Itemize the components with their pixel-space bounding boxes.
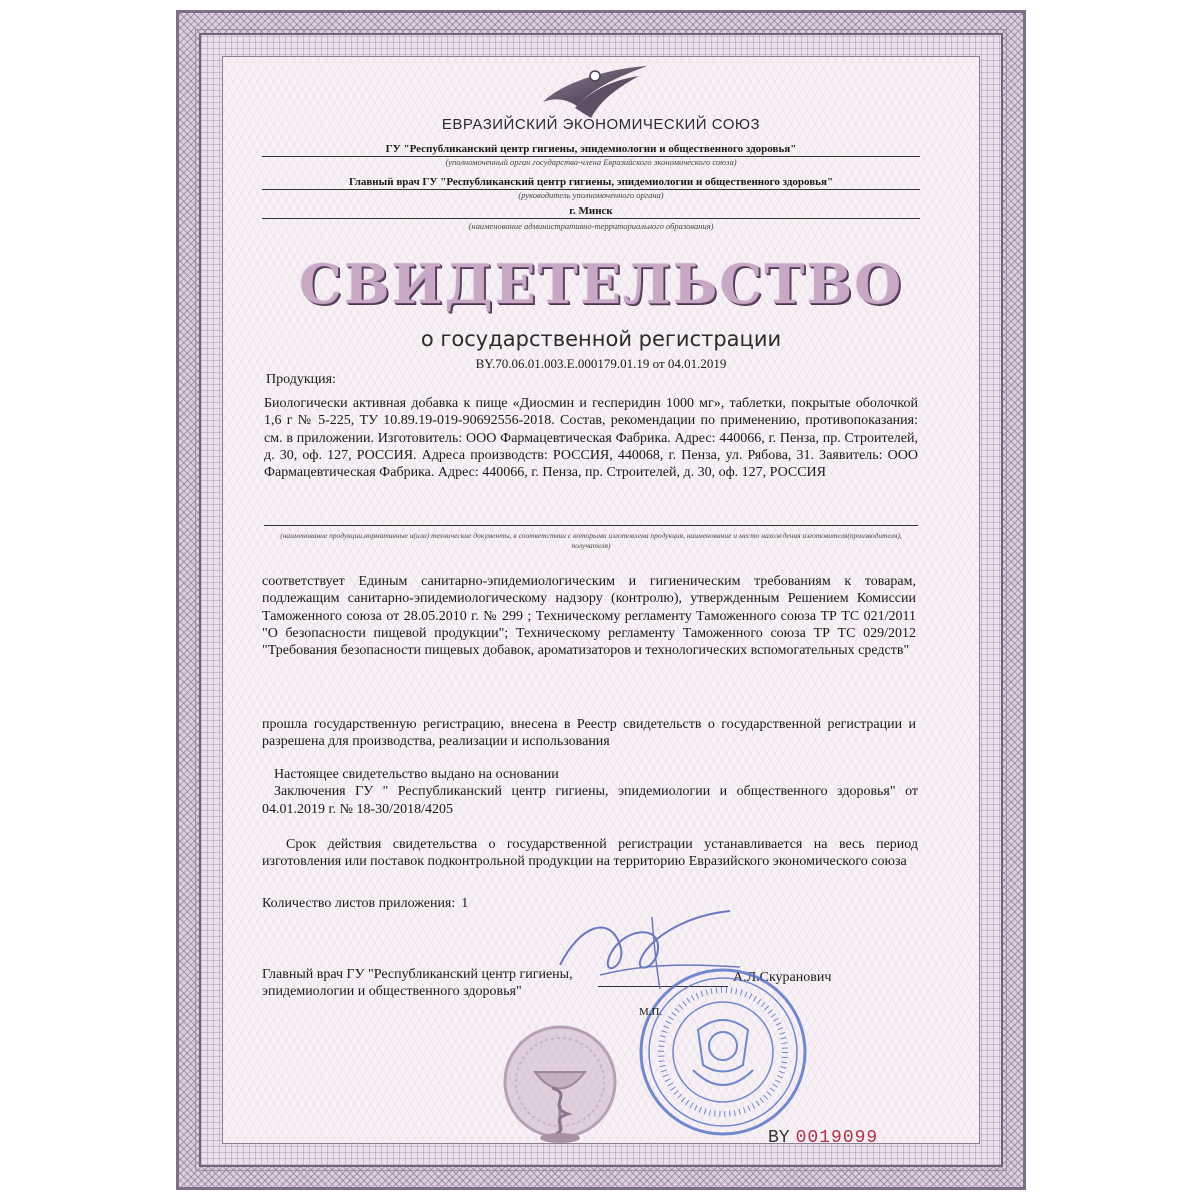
handwritten-signature-icon <box>540 905 750 995</box>
appendix-sheets-label: Количество листов приложения: <box>262 896 456 911</box>
head-caption: (руководитель уполномоченного органа) <box>518 190 664 200</box>
certificate-title: СВИДЕТЕЛЬСТВО <box>298 252 904 316</box>
serial-number <box>768 1128 878 1148</box>
product-description: Биологически активная добавка к пище «Диосмин и гесперидин 1000 мг», таблетки, покрытые оболочкой 1,6 г № 5-225, ТУ 10.89.19-019-90692556-2018. Состав, рекомендации по применению, противопоказания: см. в приложении. Изготовитель: ООО Фармацевтическая Фабрика. Адрес: 440066, г. Пенза, пр. Строителей, д. 30, оф. 127, РОССИЯ. Адреса производств: РОССИЯ, 440068, г. Пенза, ул. Рябова, 31. Заявитель: ООО Фармацевтическая Фабрика. Адрес: 440066, г. Пенза, пр. Строителей, д. 30, оф. 127, РОССИЯ <box>264 396 918 481</box>
signer-position: Главный врач ГУ "Республиканский центр гигиены, эпидемиологии и общественного здоровья" <box>262 967 573 999</box>
appendix-sheets <box>262 896 468 912</box>
certificate-subtitle: о государственной регистрации <box>420 327 782 351</box>
basis-conclusion: Заключения ГУ " Республиканский центр гигиены, эпидемиологии и общественного здоровья" от 04.01.2019 г. № 18-30/2018/4205 <box>262 784 918 817</box>
basis-statement <box>262 766 918 818</box>
embossed-seal-icon <box>500 1010 620 1160</box>
product-label: Продукция: <box>266 372 336 387</box>
authority-caption: (уполномоченный орган государства-члена Евразийского экономического союза) <box>445 157 737 167</box>
stamp-mark-label: М.П. <box>639 1006 663 1018</box>
eaeu-logo-icon <box>535 62 655 122</box>
basis-intro: Настоящее свидетельство выдано на основании <box>274 767 559 782</box>
serial-digits: 0019099 <box>795 1128 879 1148</box>
signer-name: А.Л.Скуранович <box>733 970 832 985</box>
city-field: г. Минск <box>262 205 920 219</box>
product-caption: (наименование продукции,нормативные и(или) технические документы, в соответствии с которыми изготовлена продукция, наименование и место нахождения изготовителя(производителя), получателя) <box>280 531 902 550</box>
union-name: ЕВРАЗИЙСКИЙ ЭКОНОМИЧЕСКИЙ СОЮЗ <box>441 116 761 133</box>
authority-field: ГУ "Республиканский центр гигиены, эпидемиологии и общественного здоровья" <box>262 143 920 157</box>
product-underline <box>264 525 918 526</box>
city-caption: (наименование административно-территориального образования) <box>468 221 714 231</box>
serial-prefix: BY <box>768 1128 790 1148</box>
appendix-sheets-value: 1 <box>461 896 469 911</box>
registration-statement: прошла государственную регистрацию, внесена в Реестр свидетельств о государственной регистрации и разрешена для производства, реализации и использования <box>262 717 916 750</box>
registration-number: BY.70.06.01.003.E.000179.01.19 от 04.01.2019 <box>475 356 727 371</box>
head-field: Главный врач ГУ "Республиканский центр гигиены, эпидемиологии и общественного здоровья" <box>262 176 920 190</box>
validity-statement: Срок действия свидетельства о государственной регистрации устанавливается на весь период изготовления или поставок подконтрольной продукции на территорию Евразийского экономического союза <box>262 837 918 870</box>
conformity-statement: соответствует Единым санитарно-эпидемиологическим и гигиеническим требованиям к товарам, подлежащим санитарно-эпидемиологическому надзору (контролю), утвержденным Решением Комиссии Таможенного союза от 28.05.2010 г. № 299 ; Техническому регламенту Таможенного союза ТР ТС 021/2011 "О безопасности пищевой продукции"; Техническому регламенту Таможенного союза ТР ТС 029/2012 "Требования безопасности пищевых добавок, ароматизаторов и технологических вспомогательных средств" <box>262 574 916 659</box>
